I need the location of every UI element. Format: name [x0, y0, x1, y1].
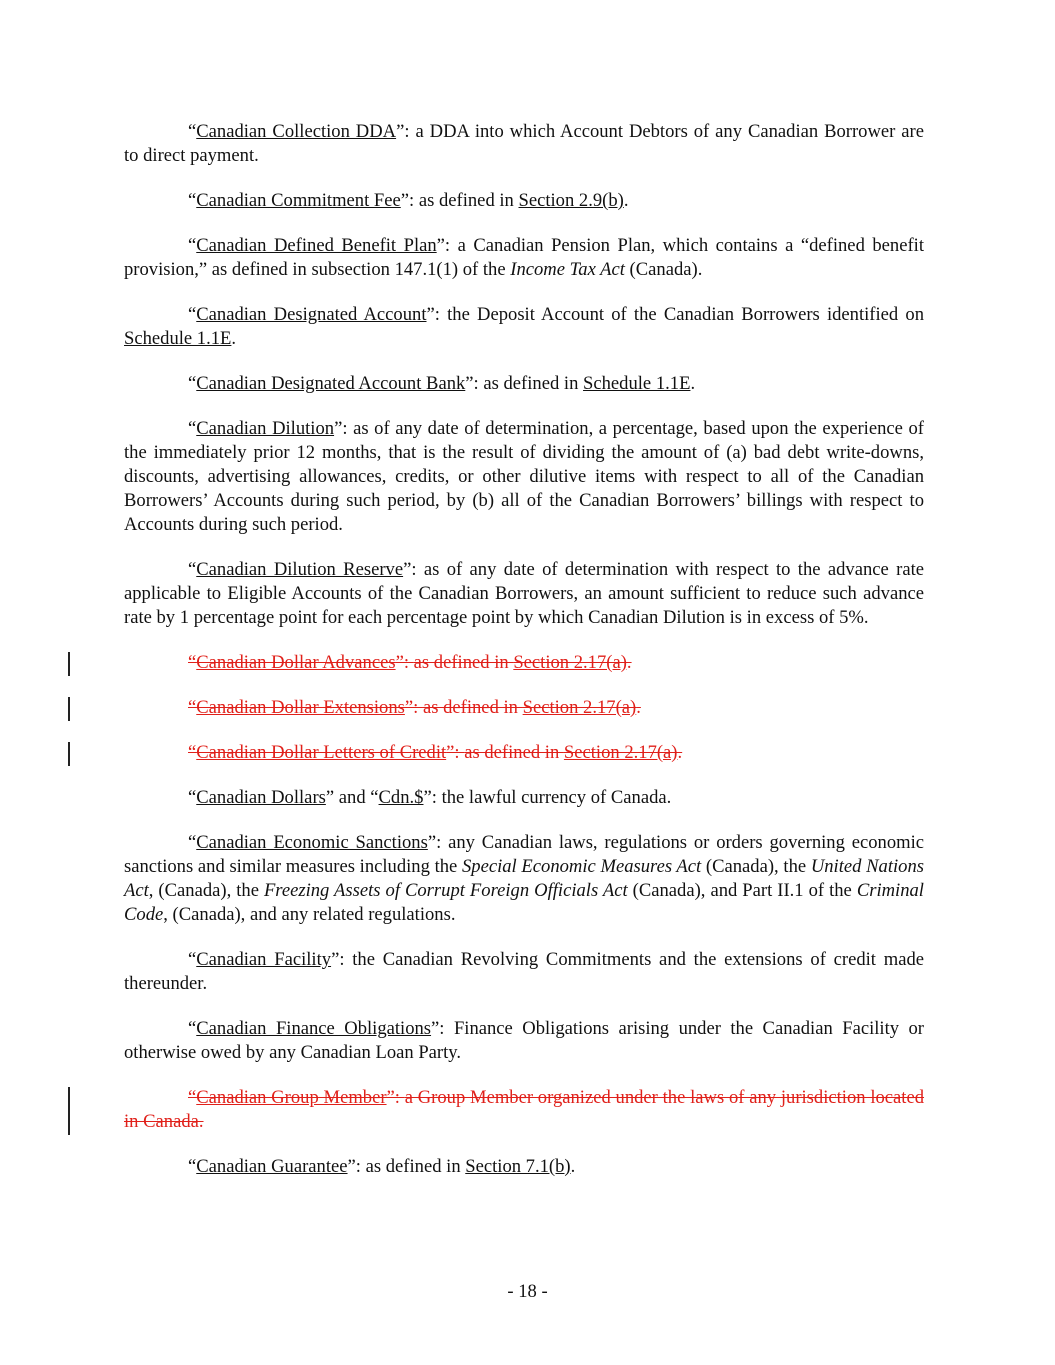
defined-term: Canadian Dollar Letters of Credit — [196, 742, 447, 763]
definition-canadian-dollars: “Canadian Dollars” and “Cdn.$”: the lawful currency of Canada. — [188, 787, 672, 808]
definition-canadian-commitment-fee: “Canadian Commitment Fee”: as defined in Section 2.9(b). — [188, 190, 629, 211]
defined-term: Canadian Commitment Fee — [196, 190, 401, 211]
change-bar — [68, 1087, 70, 1135]
defined-term: Canadian Designated Account Bank — [196, 373, 466, 394]
definition-canadian-dilution: “Canadian Dilution”: as of any date of determination, a percentage, based upon the experience of the immediately prior 12 months, that is the result of dividing the amount of (a) bad debt write-downs, discounts, advertising allowances, credits, or other dilutive items with respect to all of the Canadian Borrowers’ Accounts during such period, by (b) all of the Canadian Borrowers’ billings with respect to Accounts during such period. — [124, 418, 924, 535]
defined-term: Canadian Defined Benefit Plan — [196, 235, 437, 256]
statute-title: United Nations Act — [124, 856, 924, 901]
defined-term: Canadian Dilution — [196, 418, 335, 439]
definition-canadian-group-member-deleted: “Canadian Group Member”: a Group Member organized under the laws of any jurisdiction located in Canada. — [124, 1086, 924, 1134]
change-bar — [68, 652, 70, 676]
statute-title: Criminal Code — [124, 880, 924, 925]
definition-canadian-collection-dda: “Canadian Collection DDA”: a DDA into which Account Debtors of any Canadian Borrower are to direct payment. — [124, 121, 924, 166]
defined-term: Canadian Dollar Advances — [196, 652, 396, 673]
defined-term: Canadian Dilution Reserve — [196, 559, 404, 580]
definition-canadian-defined-benefit-plan: “Canadian Defined Benefit Plan”: a Canadian Pension Plan, which contains a “defined benefit provision,” as defined in subsection 147.1(1) of the Income Tax Act (Canada). — [124, 235, 924, 280]
defined-term: Canadian Economic Sanctions — [196, 832, 428, 853]
document-body — [124, 120, 924, 1200]
defined-term: Canadian Facility — [196, 949, 332, 970]
change-bar — [68, 697, 70, 721]
defined-term: Canadian Guarantee — [196, 1156, 348, 1177]
definition-canadian-designated-account: “Canadian Designated Account”: the Deposit Account of the Canadian Borrowers identified on Schedule 1.1E. — [124, 304, 924, 349]
defined-term: Canadian Designated Account — [196, 304, 427, 325]
defined-term: Canadian Dollars — [196, 787, 326, 808]
definition-canadian-dollar-extensions-deleted: “Canadian Dollar Extensions”: as defined in Section 2.17(a). — [124, 696, 924, 720]
definition-canadian-guarantee: “Canadian Guarantee”: as defined in Section 7.1(b). — [188, 1156, 576, 1177]
section-reference: Section 2.17(a) — [563, 742, 678, 763]
section-reference: Section 2.9(b) — [518, 190, 624, 211]
statute-title: Special Economic Measures Act — [462, 856, 702, 877]
statute-title: Freezing Assets of Corrupt Foreign Officials Act — [263, 880, 628, 901]
definition-canadian-dollar-advances-deleted: “Canadian Dollar Advances”: as defined in Section 2.17(a). — [124, 651, 924, 675]
defined-term: Canadian Collection DDA — [196, 121, 397, 142]
defined-term: Canadian Finance Obligations — [196, 1018, 432, 1039]
section-reference: Section 7.1(b) — [465, 1156, 571, 1177]
definition-canadian-dilution-reserve: “Canadian Dilution Reserve”: as of any date of determination with respect to the advance rate applicable to Eligible Accounts of the Canadian Borrowers, an amount sufficient to reduce such advance rate by 1 percentage point for each percentage point by which Canadian Dilution is in excess of 5%. — [124, 559, 924, 628]
defined-term: Cdn.$ — [378, 787, 424, 808]
change-bar — [68, 742, 70, 766]
definition-canadian-dollar-letters-of-credit-deleted: “Canadian Dollar Letters of Credit”: as defined in Section 2.17(a). — [124, 741, 924, 765]
definition-canadian-economic-sanctions: “Canadian Economic Sanctions”: any Canadian laws, regulations or orders governing economic sanctions and similar measures including the Special Economic Measures Act (Canada), the United Nations Act, (Canada), the Freezing Assets of Corrupt Foreign Officials Act (Canada), and Part II.1 of the Criminal Code, (Canada), and any related regulations. — [124, 832, 924, 925]
schedule-reference: Schedule 1.1E — [583, 373, 691, 394]
defined-term: Canadian Group Member — [196, 1087, 387, 1108]
section-reference: Section 2.17(a) — [522, 697, 637, 718]
schedule-reference: Schedule 1.1E — [124, 328, 232, 349]
defined-term: Canadian Dollar Extensions — [196, 697, 405, 718]
definition-canadian-facility: “Canadian Facility”: the Canadian Revolving Commitments and the extensions of credit made thereunder. — [124, 949, 924, 994]
definition-canadian-designated-account-bank: “Canadian Designated Account Bank”: as defined in Schedule 1.1E. — [188, 373, 696, 394]
statute-title: Income Tax Act — [510, 259, 625, 280]
section-reference: Section 2.17(a) — [513, 652, 627, 673]
page-number: - 18 - — [507, 1281, 548, 1302]
definition-canadian-finance-obligations: “Canadian Finance Obligations”: Finance Obligations arising under the Canadian Facility or otherwise owed by any Canadian Loan Party. — [124, 1018, 924, 1063]
